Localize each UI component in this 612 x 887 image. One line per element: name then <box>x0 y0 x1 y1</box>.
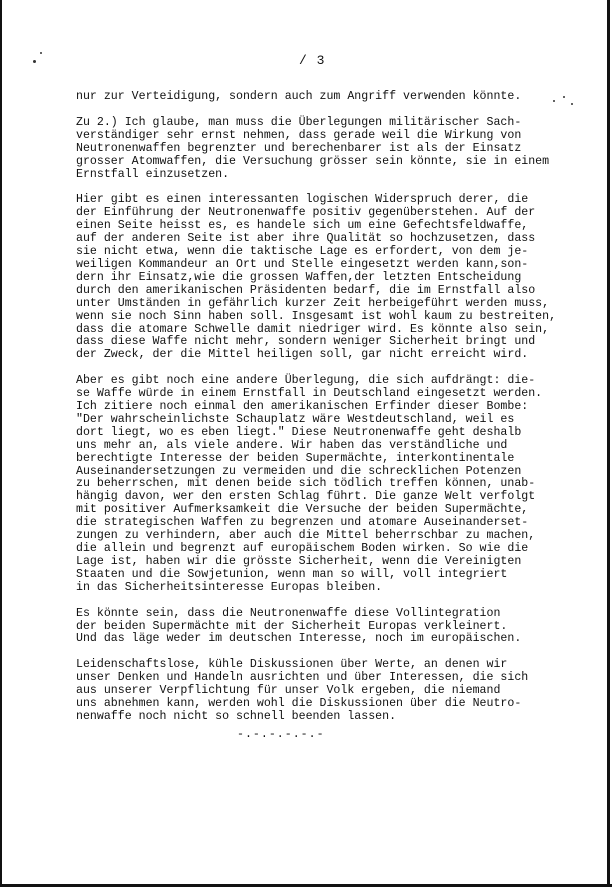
scan-speck <box>40 52 42 54</box>
text-line: dort liegt, wo es eben liegt." Diese Neutronenwaffe geht deshalb <box>76 425 522 439</box>
text-line: der Einführung der Neutronenwaffe positiv gegenüberstehen. Auf der <box>76 206 536 220</box>
text-line: nur zur Verteidigung, sondern auch zum Angriff verwenden könnte. <box>76 90 522 103</box>
text-line: hängig davon, wer den ersten Schlag führt. Die ganze Welt verfolgt <box>76 490 536 504</box>
paragraph <box>76 91 576 104</box>
text-line: durch den amerikanischen Präsidenten bedarf, die im Ernstfall also <box>76 283 536 297</box>
text-line: "Der wahrscheinlichste Schauplatz wäre Westdeutschland, weil es <box>76 412 515 426</box>
text-line: berechtigte Interesse der beiden Supermächte, interkontinentale <box>76 451 515 465</box>
text-line: Ernstfall einzusetzen. <box>76 167 230 181</box>
text-line: mit positiver Aufmerksamkeit die Versuche der beiden Supermächte, <box>76 503 529 517</box>
text-line: unser Denken und Handeln ausrichten und über Interessen, die sich <box>76 671 529 685</box>
text-line: nenwaffe noch nicht so schnell beenden lassen. <box>76 709 397 723</box>
paragraph <box>76 194 576 362</box>
scan-speck <box>33 60 36 63</box>
text-line: Auseinandersetzungen zu vermeiden und die schrecklichen Potenzen <box>76 464 522 478</box>
paragraph <box>76 608 576 647</box>
scan-edge-left <box>0 0 2 887</box>
text-line: wenn sie noch Sinn haben soll. Insgesamt ist wohl kaum zu bestreiten, <box>76 309 557 323</box>
body-text <box>76 91 576 737</box>
text-line: aus unserer Verpflichtung für unser Volk ergeben, die niemand <box>76 684 501 698</box>
text-line: dern ihr Einsatz,wie die grossen Waffen,der letzten Entscheidung <box>76 270 522 284</box>
text-line: die allein und begrenzt auf europäischem Boden wirken. So wie die <box>76 542 529 555</box>
text-line: Aber es gibt noch eine andere Überlegung, die sich aufdrängt: die- <box>76 374 536 388</box>
text-line: sie nicht etwa, wenn die taktische Lage es erfordert, von dem je- <box>76 245 529 259</box>
paragraph <box>76 375 576 594</box>
paragraph <box>76 659 576 724</box>
text-line: der beiden Supermächte mit der Sicherheit Europas verkleinert. <box>76 619 508 633</box>
text-line: zungen zu verhindern, aber auch die Mittel beherrschbar zu machen, <box>76 529 536 543</box>
text-line: zu beherrschen, mit denen beide sich tödlich treffen können, unab- <box>76 477 536 491</box>
text-line: Staaten und die Sowjetunion, wenn man so will, voll integriert <box>76 567 508 581</box>
text-line: Leidenschaftslose, kühle Diskussionen über Werte, an denen wir <box>76 658 508 672</box>
text-line: dass die atomare Schwelle damit niedriger wird. Es könnte also sein, <box>76 322 550 336</box>
paragraph <box>76 117 576 182</box>
text-line: unter Umständen in gefährlich kurzer Zeit herbeigeführt werden muss, <box>76 296 550 310</box>
text-line: Ich zitiere noch einmal den amerikanischen Erfinder dieser Bombe: <box>76 400 529 414</box>
scan-edge-right <box>607 0 610 887</box>
text-line: auf der anderen Seite ist aber ihre Qualität so hochzusetzen, dass <box>76 232 536 246</box>
closing-mark: -.-.-.-.-.- <box>237 728 325 741</box>
text-line: Hier gibt es einen interessanten logischen Widerspruch derer, die <box>76 193 529 207</box>
text-line: Es könnte sein, dass die Neutronenwaffe diese Vollintegration <box>76 606 501 620</box>
text-line: der Zweck, der die Mittel heiligen soll, gar nicht erreicht wird. <box>76 348 529 362</box>
text-line: Und das läge weder im deutschen Interesse, noch im europäischen. <box>76 632 522 646</box>
text-line: dass diese Waffe nicht mehr, sondern weniger Sicherheit bringt und <box>76 335 536 349</box>
text-line: Lage ist, haben wir die grösste Sicherheit, wenn die Vereinigten <box>76 554 522 568</box>
text-line: se Waffe würde in einem Ernstfall in Deutschland eingesetzt werden. <box>76 387 543 401</box>
page-number: / 3 <box>299 53 326 68</box>
text-line: einen Seite heisst es, es handele sich um eine Gefechtsfeldwaffe, <box>76 219 529 233</box>
text-line: verständiger sehr ernst nehmen, dass gerade weil die Wirkung von <box>76 128 522 142</box>
text-line: grosser Atomwaffen, die Versuchung grösser sein könnte, sie in einem <box>76 154 550 168</box>
text-line: uns mehr an, als viele andere. Wir haben das verständliche und <box>76 438 508 452</box>
text-line: weiligen Kommandeur an Ort und Stelle eingesetzt werden kann,son- <box>76 257 529 271</box>
text-line: in das Sicherheitsinteresse Europas bleiben. <box>76 580 383 594</box>
text-line: Neutronenwaffen begrenzter und berechenbarer ist als der Einsatz <box>76 141 522 155</box>
text-line: die strategischen Waffen zu begrenzen und atomare Auseinanderset- <box>76 516 529 530</box>
text-line: Zu 2.) Ich glaube, man muss die Überlegungen militärischer Sach- <box>76 115 522 129</box>
text-line: uns abnehmen kann, werden wohl die Diskussionen über die Neutro- <box>76 697 522 711</box>
